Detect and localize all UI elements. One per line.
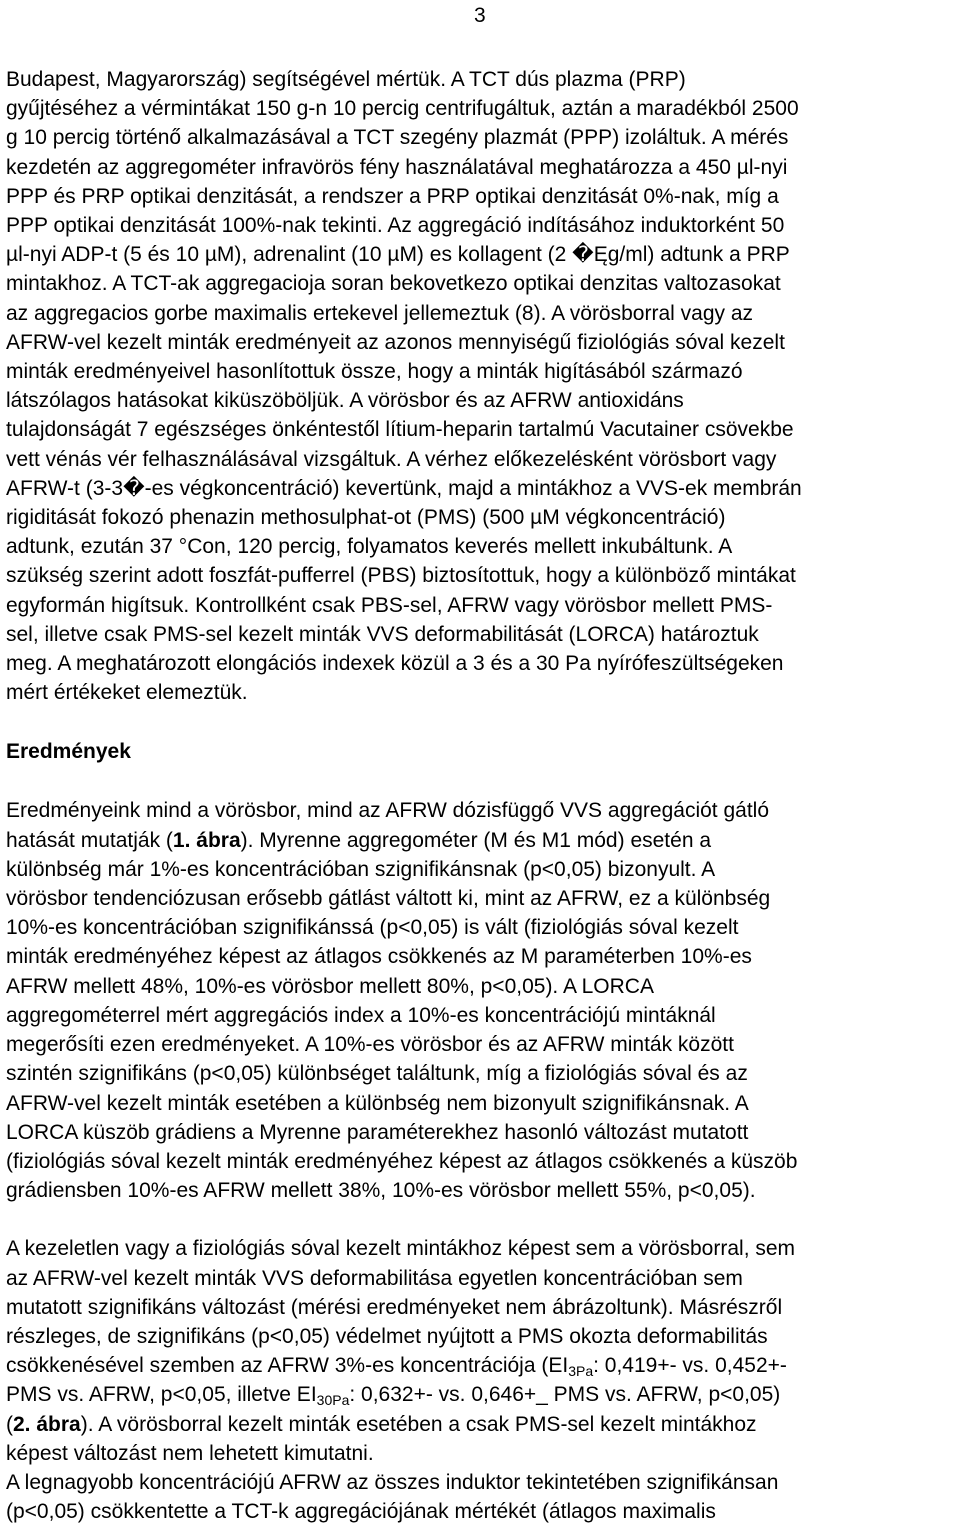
results-2-text-b: : 0,419+- vs. 0,452+- PMS vs. AFRW, p<0,05, illetve EI [6, 1354, 787, 1407]
results-paragraph-1 [6, 796, 958, 1205]
results-paragraph-3: A legnagyobb koncentrációjú AFRW az összes induktor tekintetében szignifikánsan (p<0,05) csökkentette a TCT-k aggregációjának mértékét (átlagos maximalis [6, 1470, 779, 1524]
results-heading: Eredmények [6, 740, 131, 764]
results-2-text-a: A kezeletlen vagy a fiziológiás sóval kezelt mintákhoz képest sem a vörösborral, sem az AFRW-vel kezelt minták VVS deformabilitása egyetlen koncentrációban sem mutatott szignifikáns változást (mérési eredményeket nem ábrázoltunk). Másrészről részleges, de szignifikáns (p<0,05) védelmet nyújtott a PMS okozta deformabilitás csökkenésével szemben az AFRW 3%-es koncentrációja (EI [6, 1237, 796, 1378]
results-2-text-d: ). A vörösborral kezelt minták esetében a csak PMS-sel kezelt mintákhoz képest változást nem lehetett kimutatni. [6, 1412, 757, 1465]
results-2-text-c: : 0,632+- vs. 0,646+_ PMS vs. AFRW, p<0,05) ( [6, 1383, 781, 1436]
results-1-text-b: ). Myrenne aggregométer (M és M1 mód) esetén a különbség már 1%-es koncentrációban szignifikánsnak (p<0,05) bizonyult. A vörösbor tendenciózusan erősebb gátlást váltott ki, mint az AFRW, ez a különbség 10%-es koncentrációban szignifikánssá (p<0,05) is vált (fiziológiás sóval kezelt minták eredményéhez képest az átlagos csökkenés az M paraméterben 10%-es AFRW mellett 48%, 10%-es vörösbor mellett 80%, p<0,05). A LORCA aggregométerrel mért aggregációs index a 10%-es koncentrációjú mintáknál megerősíti ezen eredményeket. A 10%-es vörösbor és az AFRW minták között szintén szignifikáns (p<0,05) különbséget találtunk, míg a fiziológiás sóval és az AFRW-vel kezelt minták esetében a különbség nem bizonyult szignifikánsnak. A LORCA küszöb grádiens a Myrenne paraméterekhez hasonló változást mutatott (fiziológiás sóval kezelt minták eredményéhez képest az átlagos csökkenés a küszöb grádiensben 10%-es AFRW mellett 38%, 10%-es vörösbor mellett 55%, p<0,05). [6, 828, 798, 1203]
results-paragraph-2 [6, 1234, 958, 1468]
figure-1-reference: 1. ábra [172, 828, 241, 852]
methods-paragraph: Budapest, Magyarország) segítségével mértük. A TCT dús plazma (PRP) gyűjtéséhez a vérmintákat 150 g-n 10 percig centrifugáltuk, aztán a maradékból 2500 g 10 percig történő alkalmazásával a TCT szegény plazmát (PPP) izoláltuk. A mérés kezdetén az aggregométer infravörös fény használatával meghatározza a 450 µl-nyi PPP és PRP optikai denzitását, a rendszer a PRP optikai denzitását 0%-nak, míg a PPP optikai denzitását 100%-nak tekinti. Az aggregáció indításához induktorként 50 µl-nyi ADP-t (5 és 10 µM), adrenalint (10 µM) es kollagent (2 �Ęg/ml) adtunk a PRP mintakhoz. A TCT-ak aggregacioja soran bekovetkezo optikai denzitas valtozasokat az aggregacios gorbe maximalis ertekevel jellemeztuk (8). A vörösborral vagy az AFRW-vel kezelt minták eredményeit az azonos mennyiségű fiziológiás sóval kezelt minták eredményeivel hasonlítottuk össze, hogy a minták higításából származó látszólagos hatásokat kiküszöböljük. A vörösbor és az AFRW antioxidáns tulajdonságát 7 egészséges önkéntestől lítium-heparin tartalmú Vacutainer csövekbe vett vénás vér felhasználásával vizsgáltuk. A vérhez előkezelésként vörösbort vagy AFRW-t (3-3�-es végkoncentráció) kevertünk, majd a mintákhoz a VVS-ek membrán rigiditását fokozó phenazin methosulphat-ot (PMS) (500 µM végkoncentráció) adtunk, ezután 37 °Con, 120 percig, folyamatos keverés mellett inkubáltunk. A szükség szerint adott foszfát-pufferrel (PBS) biztosítottuk, hogy a különböző mintákat egyformán higítsuk. Kontrollként csak PBS-sel, AFRW vagy vörösbor mellett PMS- sel, illetve csak PMS-sel kezelt minták VVS deformabilitását (LORCA) határoztuk meg. A meghatározott elongációs indexek közül a 3 és a 30 Pa nyírófeszültségeken mért értékeket elemeztük. [6, 68, 802, 705]
results-1-text-a: Eredményeink mind a vörösbor, mind az AFRW dózisfüggő VVS aggregációt gátló hatását mutatják ( [6, 799, 770, 852]
subscript-3pa: 3Pa [568, 1363, 594, 1380]
page-number: 3 [474, 4, 486, 27]
subscript-30pa: 30Pa [316, 1392, 350, 1409]
document-body [6, 65, 958, 1526]
figure-2-reference: 2. ábra [13, 1412, 81, 1436]
